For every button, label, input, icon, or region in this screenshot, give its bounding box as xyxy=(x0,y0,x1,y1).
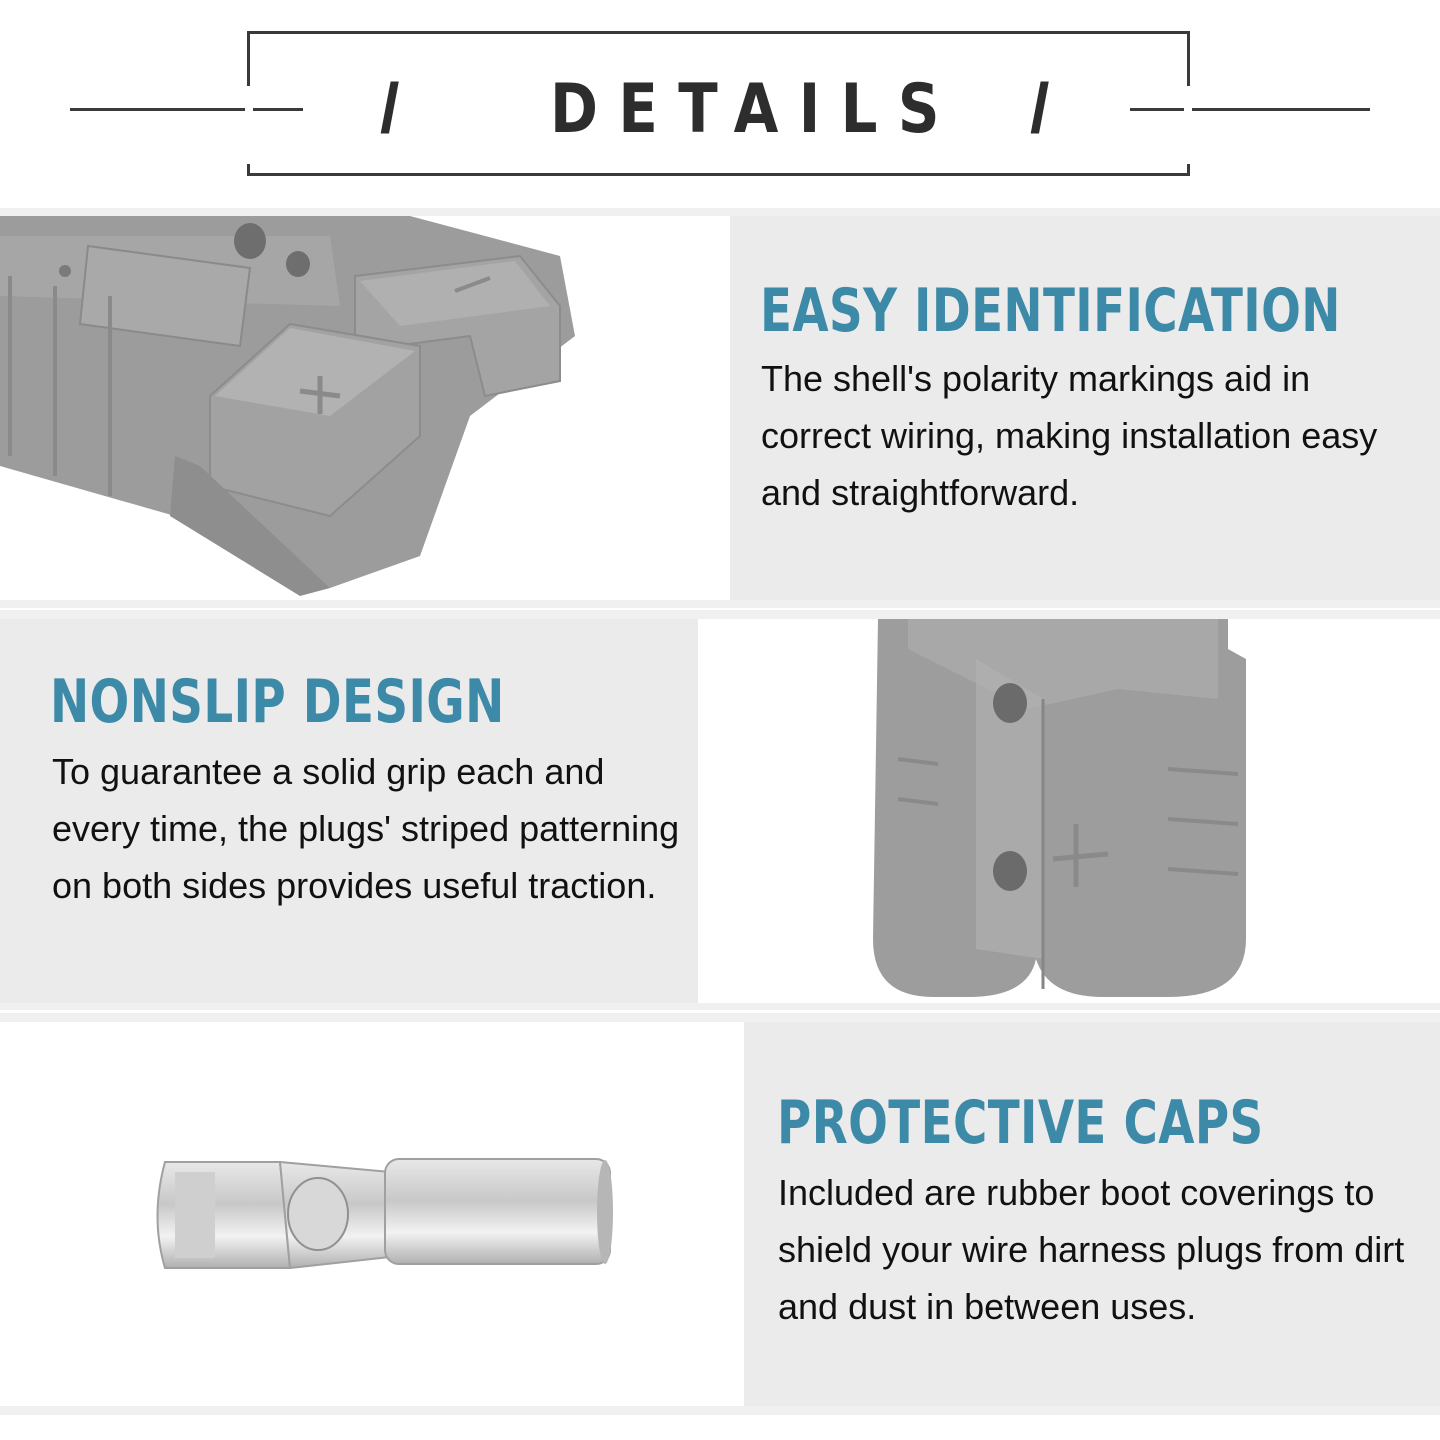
connector-side-image xyxy=(698,619,1440,1003)
feature-text-easy-identification: The shell's polarity markings aid in correct wiring, making installation easy and straightforward. xyxy=(761,358,1378,513)
feature-text-nonslip-design: To guarantee a solid grip each and every time, the plugs' striped patterning on both sides provides useful traction. xyxy=(52,751,680,906)
header-slash-left: / xyxy=(380,69,400,147)
terminal-pin-image xyxy=(0,1022,744,1406)
connector-top-image xyxy=(0,216,730,600)
feature-heading-nonslip-design: NONSLIP DESIGN xyxy=(50,667,505,737)
feature-panel-2 xyxy=(0,619,698,1003)
feature-heading-protective-caps: PROTECTIVE CAPS xyxy=(777,1088,1264,1158)
feature-panel-1 xyxy=(730,216,1440,600)
header-title: DETAILS xyxy=(550,70,960,149)
header-slash-right: / xyxy=(1030,69,1050,147)
feature-heading-easy-identification: EASY IDENTIFICATION xyxy=(760,276,1341,346)
feature-panel-3 xyxy=(744,1022,1440,1406)
feature-text-protective-caps: Included are rubber boot coverings to shield your wire harness plugs from dirt and dust in between uses. xyxy=(778,1172,1405,1327)
